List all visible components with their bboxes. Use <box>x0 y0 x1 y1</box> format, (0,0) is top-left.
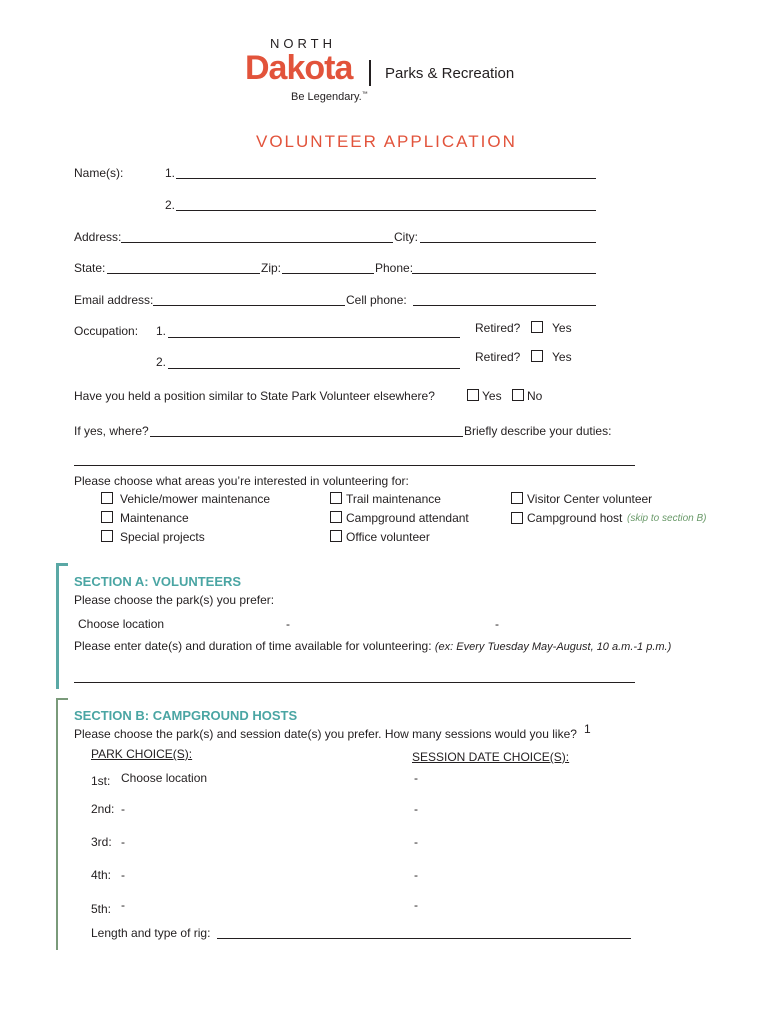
maintenance-checkbox[interactable] <box>101 511 113 523</box>
section-a-dates-field[interactable] <box>74 682 635 683</box>
state-label: State: <box>74 261 106 275</box>
section-a-park-select-2[interactable]: - <box>286 617 290 631</box>
occupation-1-field[interactable] <box>168 337 460 338</box>
where-label: If yes, where? <box>74 424 149 438</box>
campground-attendant-checkbox[interactable] <box>330 511 342 523</box>
city-label: City: <box>394 230 418 244</box>
occupation-label: Occupation: <box>74 324 139 338</box>
logo-divider <box>369 60 371 86</box>
duties-label: Briefly describe your duties: <box>464 424 612 438</box>
choice-4th-park-select[interactable]: - <box>121 868 125 882</box>
section-a-example: (ex: Every Tuesday May-August, 10 a.m.-1 p.m.) <box>434 641 672 653</box>
section-a-bar-top <box>56 563 68 566</box>
section-b-bar <box>56 698 58 950</box>
section-b-bar-top <box>56 698 68 700</box>
section-a-park-select[interactable]: Choose location <box>78 617 165 631</box>
rig-label: Length and type of rig: <box>91 926 211 940</box>
choice-2nd-park-select[interactable]: - <box>121 802 125 816</box>
zip-field[interactable] <box>282 273 374 274</box>
retired-2-label: Retired? <box>475 350 521 364</box>
choice-3rd-park-select[interactable]: - <box>121 835 125 849</box>
choice-1st-park-select[interactable]: Choose location <box>121 771 208 785</box>
office-volunteer-checkbox[interactable] <box>330 530 342 542</box>
choice-1st-label: 1st: <box>91 774 111 788</box>
section-a-prompt: Please choose the park(s) you prefer: <box>74 593 275 607</box>
email-label: Email address: <box>74 293 154 307</box>
address-label: Address: <box>74 230 122 244</box>
campground-attendant-label: Campground attendant <box>346 511 469 525</box>
similar-yes-checkbox[interactable] <box>467 389 479 401</box>
office-volunteer-label: Office volunteer <box>346 530 430 544</box>
skip-to-section-b-note: (skip to section B) <box>627 513 707 524</box>
cell-phone-field[interactable] <box>413 305 596 306</box>
name-1-label: 1. <box>165 166 176 180</box>
similar-position-question: Have you held a position similar to State Park Volunteer elsewhere? <box>74 389 435 403</box>
retired-1-label: Retired? <box>475 321 521 335</box>
phone-field[interactable] <box>412 273 596 274</box>
city-field[interactable] <box>420 242 596 243</box>
retired-2-yes-label: Yes <box>552 350 572 364</box>
choice-5th-session-select[interactable]: - <box>414 898 418 912</box>
occupation-2-label: 2. <box>156 355 167 369</box>
duties-field[interactable] <box>74 465 635 466</box>
choice-2nd-label: 2nd: <box>91 802 115 816</box>
choice-3rd-label: 3rd: <box>91 835 112 849</box>
where-field[interactable] <box>150 436 463 437</box>
name-1-field[interactable] <box>176 178 596 179</box>
choice-5th-park-select[interactable]: - <box>121 898 125 912</box>
choice-1st-session-select[interactable]: - <box>414 771 418 785</box>
trail-maintenance-checkbox[interactable] <box>330 492 342 504</box>
sessions-count-field[interactable]: 1 <box>584 722 591 736</box>
similar-yes-label: Yes <box>482 389 502 403</box>
section-b-title: SECTION B: CAMPGROUND HOSTS <box>74 708 298 723</box>
logo-north-text: NORTH <box>270 36 336 51</box>
choice-3rd-session-select[interactable]: - <box>414 835 418 849</box>
logo-tagline: Be Legendary.™ <box>291 91 368 103</box>
choice-4th-session-select[interactable]: - <box>414 868 418 882</box>
visitor-center-label: Visitor Center volunteer <box>527 492 653 506</box>
section-a-bar <box>56 563 59 689</box>
state-field[interactable] <box>107 273 260 274</box>
similar-no-label: No <box>527 389 543 403</box>
email-field[interactable] <box>153 305 345 306</box>
maintenance-label: Maintenance <box>120 511 189 525</box>
special-projects-label: Special projects <box>120 530 205 544</box>
vehicle-maintenance-label: Vehicle/mower maintenance <box>120 492 271 506</box>
retired-1-yes-label: Yes <box>552 321 572 335</box>
visitor-center-checkbox[interactable] <box>511 492 523 504</box>
section-b-prompt: Please choose the park(s) and session date(s) you prefer. How many sessions would you like? <box>74 727 577 741</box>
campground-host-label: Campground host <box>527 511 623 525</box>
similar-no-checkbox[interactable] <box>512 389 524 401</box>
trail-maintenance-label: Trail maintenance <box>346 492 441 506</box>
zip-label: Zip: <box>261 261 282 275</box>
special-projects-checkbox[interactable] <box>101 530 113 542</box>
occupation-1-label: 1. <box>156 324 167 338</box>
name-2-field[interactable] <box>176 210 596 211</box>
logo-dakota-text: Dakota <box>245 49 353 87</box>
campground-host-checkbox[interactable] <box>511 512 523 524</box>
section-a-park-select-3[interactable]: - <box>495 617 499 631</box>
session-date-header: SESSION DATE CHOICE(S): <box>412 750 570 764</box>
name-2-label: 2. <box>165 198 176 212</box>
rig-field[interactable] <box>217 938 631 939</box>
page-title: VOLUNTEER APPLICATION <box>256 132 517 151</box>
areas-prompt: Please choose what areas you’re interested in volunteering for: <box>74 474 409 488</box>
cell-phone-label: Cell phone: <box>346 293 407 307</box>
retired-2-yes-checkbox[interactable] <box>531 350 543 362</box>
choice-2nd-session-select[interactable]: - <box>414 802 418 816</box>
choice-5th-label: 5th: <box>91 902 112 916</box>
park-choice-header: PARK CHOICE(S): <box>91 747 193 761</box>
occupation-2-field[interactable] <box>168 368 460 369</box>
section-a-dates-prompt: Please enter date(s) and duration of time available for volunteering: (ex: Every Tuesday May-August, 10 a.m.-1 p.m.) <box>74 639 672 653</box>
logo-parks-text: Parks & Recreation <box>385 65 515 82</box>
retired-1-yes-checkbox[interactable] <box>531 321 543 333</box>
phone-label: Phone: <box>375 261 414 275</box>
address-field[interactable] <box>121 242 393 243</box>
vehicle-maintenance-checkbox[interactable] <box>101 492 113 504</box>
choice-4th-label: 4th: <box>91 868 112 882</box>
section-a-title: SECTION A: VOLUNTEERS <box>74 574 242 589</box>
names-label: Name(s): <box>74 166 124 180</box>
